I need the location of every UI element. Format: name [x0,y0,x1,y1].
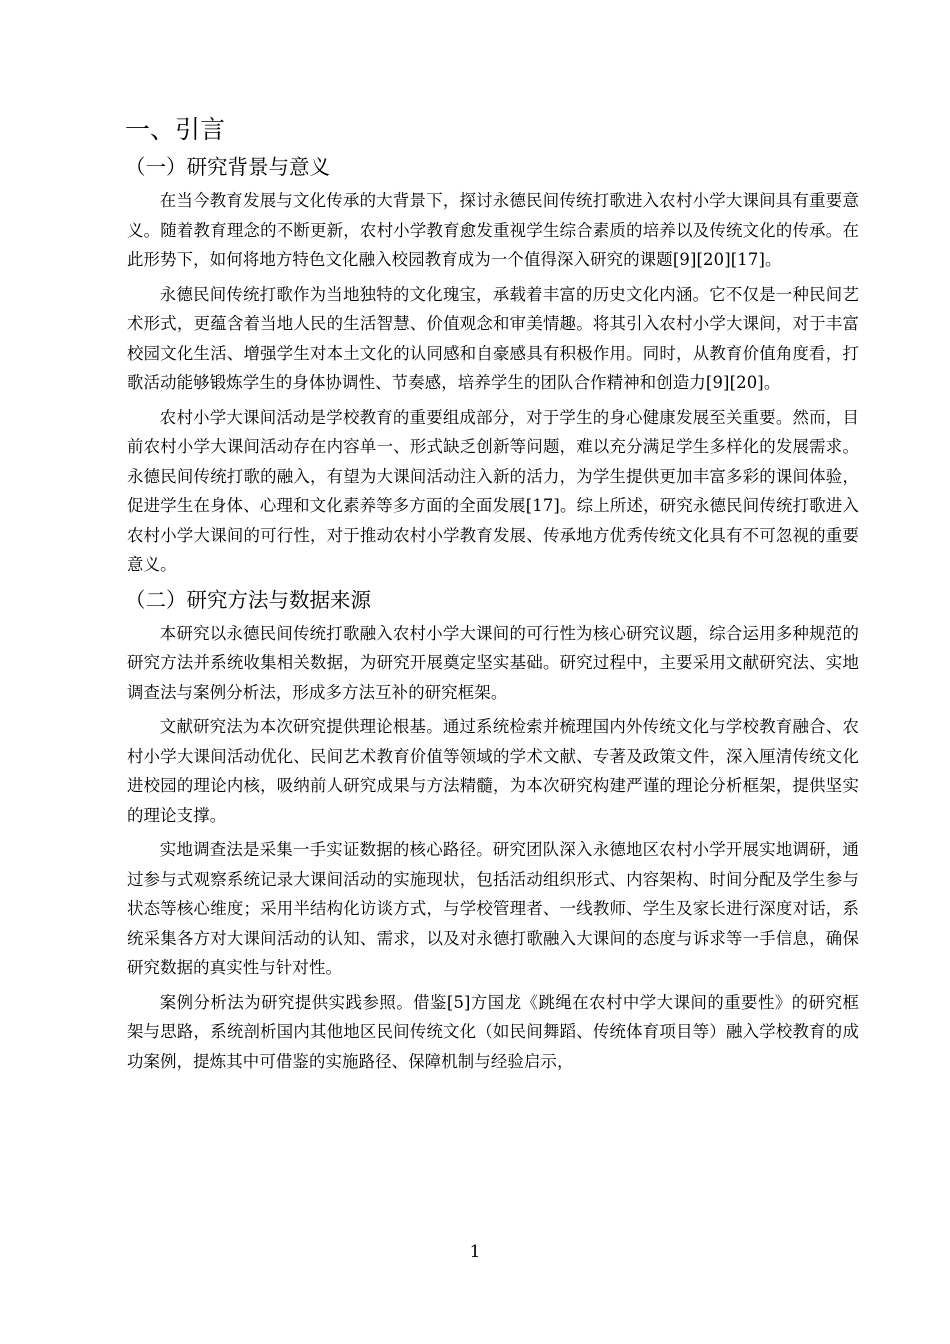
page-content [127,112,859,1081]
page-number: 1 [469,1242,481,1262]
paragraph: 本研究以永德民间传统打歌融入农村小学大课间的可行性为核心研究议题，综合运用多种规范的研究方法并系统收集相关数据，为研究开展奠定坚实基础。研究过程中，主要采用文献研究法、实地调查法与案例分析法，形成多方法互补的研究框架。 [127,623,859,702]
section-heading: 一、引言 [125,115,226,144]
paragraph: 永德民间传统打歌作为当地独特的文化瑰宝，承载着丰富的历史文化内涵。它不仅是一种民间艺术形式，更蕴含着当地人民的生活智慧、价值观念和审美情趣。将其引入农村小学大课间，对于丰富校园文化生活、增强学生对本土文化的认同感和自豪感具有积极作用。同时，从教育价值角度看，打歌活动能够锻炼学生的身体协调性、节奏感，培养学生的团队合作精神和创造力[9][20]。 [127,284,859,392]
paragraph: 农村小学大课间活动是学校教育的重要组成部分，对于学生的身心健康发展至关重要。然而，目前农村小学大课间活动存在内容单一、形式缺乏创新等问题，难以充分满足学生多样化的发展需求。永德民间传统打歌的融入，有望为大课间活动注入新的活力，为学生提供更加丰富多彩的课间体验，促进学生在身体、心理和文化素养等多方面的全面发展[17]。综上所述，研究永德民间传统打歌进入农村小学大课间的可行性，对于推动农村小学教育发展、传承地方优秀传统文化具有不可忽视的重要意义。 [127,407,859,574]
paragraph: 在当今教育发展与文化传承的大背景下，探讨永德民间传统打歌进入农村小学大课间具有重要意义。随着教育理念的不断更新，农村小学教育愈发重视学生综合素质的培养以及传统文化的传承。在此形势下，如何将地方特色文化融入校园教育成为一个值得深入研究的课题[9][20][17]。 [127,191,859,269]
subsection-heading: （二）研究方法与数据来源 [125,587,371,612]
paragraph: 案例分析法为研究提供实践参照。借鉴[5]方国龙《跳绳在农村中学大课间的重要性》的研究框架与思路，系统剖析国内其他地区民间传统文化（如民间舞蹈、传统体育项目等）融入学校教育的成功案例，提炼其中可借鉴的实施路径、保障机制与经验启示， [127,992,859,1071]
subsection-heading: （一）研究背景与意义 [125,155,330,179]
paragraph: 实地调查法是采集一手实证数据的核心路径。研究团队深入永德地区农村小学开展实地调研，通过参与式观察系统记录大课间活动的实施现状，包括活动组织形式、内容架构、时间分配及学生参与状态等核心维度；采用半结构化访谈方式，与学校管理者、一线教师、学生及家长进行深度对话，系统采集各方对大课间活动的认知、需求，以及对永德打歌融入大课间的态度与诉求等一手信息，确保研究数据的真实性与针对性。 [127,840,859,977]
paragraph: 文献研究法为本次研究提供理论根基。通过系统检索并梳理国内外传统文化与学校教育融合、农村小学大课间活动优化、民间艺术教育价值等领域的学术文献、专著及政策文件，深入厘清传统文化进校园的理论内核，吸纳前人研究成果与方法精髓，为本次研究构建严谨的理论分析框架，提供坚实的理论支撑。 [127,717,859,825]
